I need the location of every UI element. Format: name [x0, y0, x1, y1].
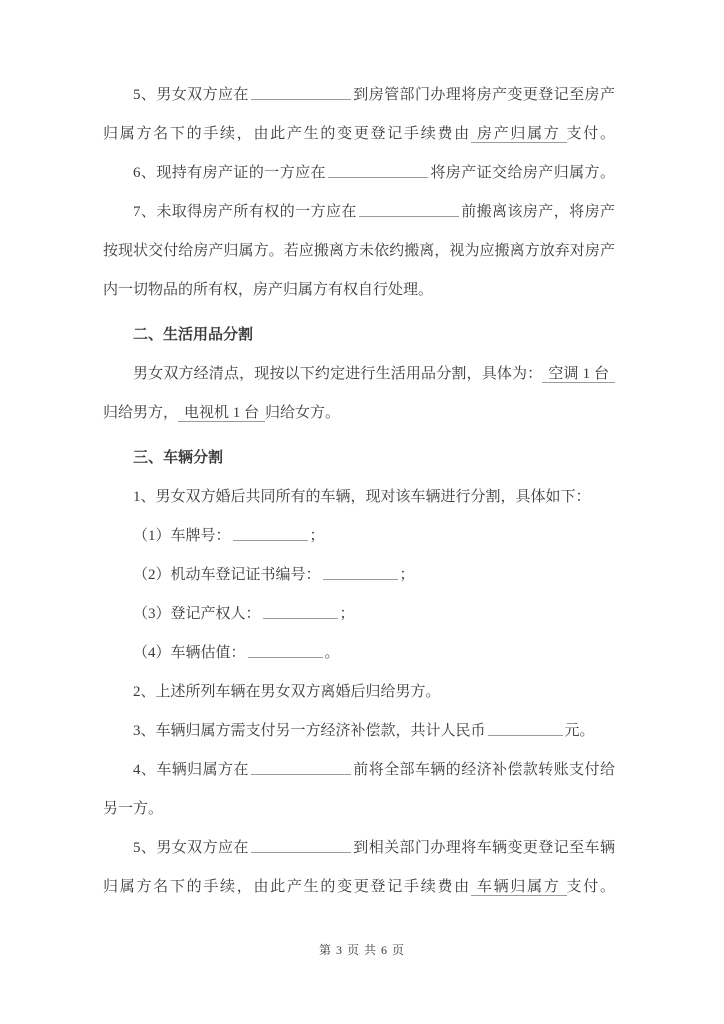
text-run: 4、车辆归属方在	[133, 762, 249, 778]
document-line	[103, 556, 615, 595]
blank-field	[251, 86, 351, 100]
filled-blank: 车辆归属方	[471, 879, 567, 896]
text-run: 支付。	[566, 879, 615, 895]
document-line	[103, 595, 615, 634]
text-run: 归属方名下的手续，由此产生的变更登记手续费由	[103, 126, 471, 142]
text-run: （4）车辆估值：	[133, 645, 246, 661]
document-line	[103, 193, 615, 232]
document-line	[103, 271, 615, 310]
text-run: 前搬离该房产，将房产	[460, 204, 615, 220]
document-line	[103, 76, 615, 115]
blank-field	[263, 605, 338, 619]
blank-field	[323, 566, 398, 580]
document-line	[103, 232, 615, 271]
text-run: ；	[399, 567, 415, 583]
text-run: ；	[309, 528, 325, 544]
blank-field	[248, 644, 323, 658]
text-run: 1、男女双方婚后共同所有的车辆，现对该车辆进行分割，具体如下：	[133, 489, 591, 505]
text-run: 内一切物品的所有权，房产归属方有权自行处理。	[103, 282, 434, 298]
document-line	[103, 751, 615, 790]
text-run: （1）车牌号：	[133, 528, 231, 544]
document-line	[103, 517, 615, 556]
text-run: 男女双方经清点，现按以下约定进行生活用品分割，具体为：	[133, 366, 543, 382]
text-run: （3）登记产权人：	[133, 606, 261, 622]
document-line	[103, 115, 615, 154]
blank-field	[251, 761, 351, 775]
document-line	[103, 673, 615, 712]
text-run: 归给女方。	[265, 405, 341, 421]
text-run: 支付。	[566, 126, 615, 142]
blank-field	[328, 164, 428, 178]
text-run: ；	[339, 606, 355, 622]
document-line	[103, 478, 615, 517]
page-number: 第 3 页 共 6 页	[318, 943, 405, 957]
blank-field	[488, 722, 563, 736]
document-line	[103, 394, 615, 433]
document-line	[103, 154, 615, 193]
text-run: 归属方名下的手续，由此产生的变更登记手续费由	[103, 879, 471, 895]
text-run: 到相关部门办理将车辆变更登记至车辆	[352, 840, 615, 856]
text-run: 到房管部门办理将房产变更登记至房产	[352, 87, 615, 103]
filled-blank: 空调 1 台	[542, 366, 615, 383]
document-body	[103, 76, 615, 907]
document-line	[103, 829, 615, 868]
document-line	[103, 634, 615, 673]
text-run: 5、男女双方应在	[133, 87, 249, 103]
section-heading	[103, 316, 615, 355]
text-run: 前将全部车辆的经济补偿款转账支付给	[352, 762, 615, 778]
document-line	[103, 712, 615, 751]
document-line	[103, 790, 615, 829]
text-run: 元。	[564, 723, 595, 739]
filled-blank: 电视机 1 台	[178, 405, 265, 422]
text-run: 7、未取得房产所有权的一方应在	[133, 204, 357, 220]
text-run: 将房产证交给房产归属方。	[429, 165, 615, 181]
text-run: 三、车辆分割	[133, 450, 224, 466]
filled-blank: 房产归属方	[471, 126, 567, 143]
blank-field	[233, 527, 308, 541]
document-line	[103, 868, 615, 907]
text-run: 5、男女双方应在	[133, 840, 249, 856]
section-heading	[103, 439, 615, 478]
text-run: 2、上述所列车辆在男女双方离婚后归给男方。	[133, 684, 441, 700]
text-run: 归给男方，	[103, 405, 179, 421]
text-run: 6、现持有房产证的一方应在	[133, 165, 326, 181]
document-line	[103, 355, 615, 394]
text-run: 另一方。	[103, 801, 164, 817]
text-run: 按现状交付给房产归属方。若应搬离方未依约搬离，视为应搬离方放弃对房产	[103, 243, 615, 259]
blank-field	[251, 839, 351, 853]
text-run: 二、生活用品分割	[133, 327, 254, 343]
blank-field	[359, 203, 459, 217]
text-run: 3、车辆归属方需支付另一方经济补偿款，共计人民币	[133, 723, 486, 739]
text-run: （2）机动车登记证书编号：	[133, 567, 321, 583]
text-run: 。	[324, 645, 340, 661]
